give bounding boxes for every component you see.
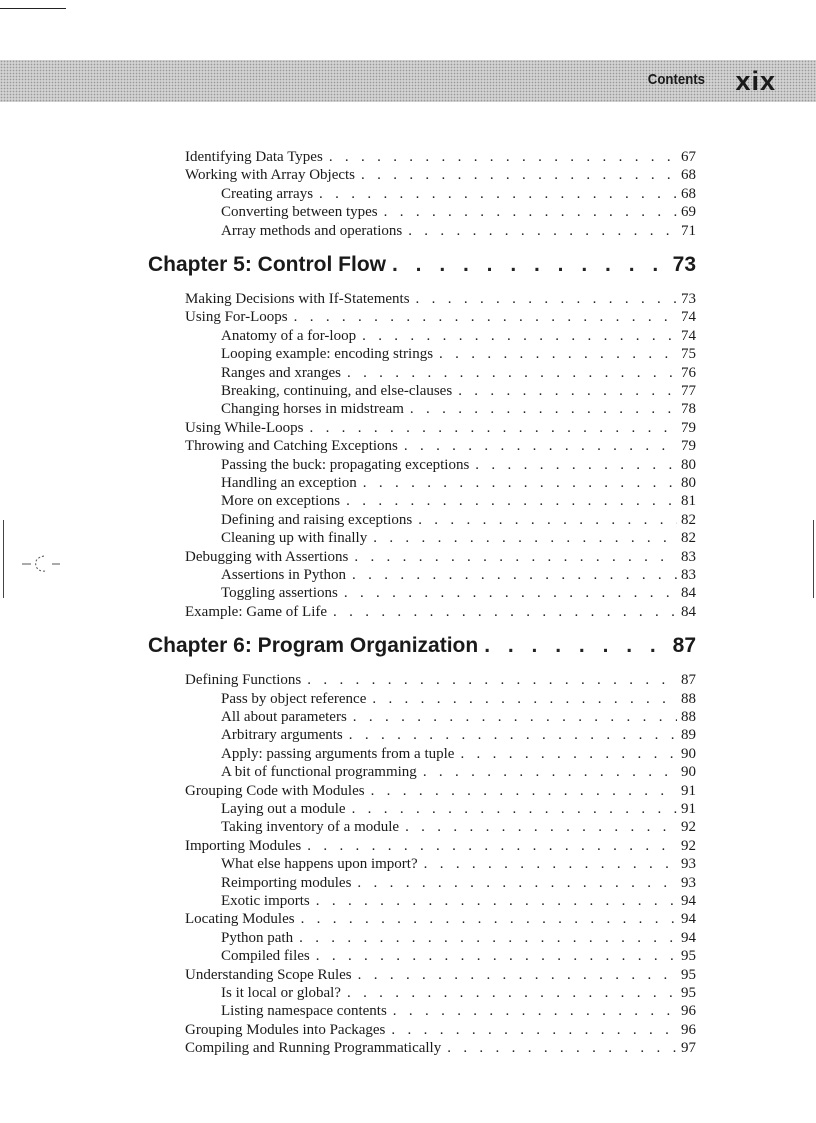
toc-entry-page: 73 <box>681 291 696 307</box>
toc-entry-title: Defining and raising exceptions <box>221 511 413 528</box>
dot-leader <box>344 584 677 603</box>
toc-entry-title: Importing Modules <box>185 837 302 854</box>
dot-leader <box>294 308 677 327</box>
toc-entry-page: 91 <box>681 801 696 817</box>
toc-entry <box>221 566 696 585</box>
dot-leader <box>361 166 677 185</box>
toc-entry-page: 81 <box>681 493 696 510</box>
toc-entry-title: Example: Game of Life <box>185 603 328 620</box>
dot-leader <box>384 203 677 222</box>
toc-entry-title: Changing horses in midstream <box>221 401 404 418</box>
toc-entry-title: All about parameters <box>221 709 347 725</box>
toc-entry-page: 75 <box>681 346 696 363</box>
dot-leader <box>371 782 677 801</box>
toc-entry-title: Laying out a module <box>221 801 346 817</box>
toc-entry-page: 88 <box>681 709 696 725</box>
toc-entry-page: 90 <box>681 745 696 762</box>
toc-entry-title: Using For-Loops <box>185 309 288 326</box>
dot-leader <box>352 800 677 819</box>
toc-entry-page: 83 <box>681 548 696 565</box>
toc-entry-title: Breaking, continuing, and else-clauses <box>221 383 453 399</box>
dot-leader <box>316 947 677 966</box>
toc-entry-page: 82 <box>681 511 696 528</box>
toc-entry-title: Grouping Modules into Packages <box>185 1021 386 1038</box>
toc-entry <box>221 947 696 966</box>
dot-leader <box>316 892 677 911</box>
dot-leader <box>447 1039 677 1058</box>
dot-leader <box>410 400 677 419</box>
toc-entry-page: 96 <box>681 1003 696 1020</box>
toc-entry-title: Debugging with Assertions <box>185 548 349 565</box>
toc-entry-page: 92 <box>681 819 696 836</box>
dot-leader <box>393 1002 677 1021</box>
toc-entry <box>185 1039 696 1058</box>
dot-leader <box>423 763 677 782</box>
toc-entry-page: 77 <box>681 383 696 399</box>
toc-entry-page: 96 <box>681 1021 696 1038</box>
toc-entry-title: Creating arrays <box>221 185 314 202</box>
toc-entry-title: Listing namespace contents <box>221 1003 387 1020</box>
toc-chapter-entry <box>148 632 696 660</box>
toc-entry <box>221 584 696 603</box>
dot-leader <box>299 929 677 948</box>
page-number: xix <box>735 66 776 96</box>
toc-entry <box>185 782 696 801</box>
dot-leader <box>418 511 677 530</box>
dot-leader <box>307 671 677 690</box>
dot-leader <box>329 148 677 167</box>
toc-entry-page: 74 <box>681 327 696 344</box>
dot-leader <box>363 474 677 493</box>
toc-entry-title: What else happens upon import? <box>221 856 418 873</box>
toc-entry-page: 88 <box>681 690 696 707</box>
dot-leader <box>424 855 677 874</box>
toc-entry <box>221 511 696 530</box>
toc-entry <box>221 818 696 837</box>
toc-entry <box>185 148 696 167</box>
toc-entry-title: Array methods and operations <box>221 222 403 239</box>
toc-entry-title: Anatomy of a for-loop <box>221 327 357 344</box>
toc-entry-page: 95 <box>681 948 696 965</box>
dot-leader <box>458 382 677 401</box>
toc-entry <box>221 874 696 893</box>
toc-entry <box>221 984 696 1003</box>
toc-entry <box>221 400 696 419</box>
toc-entry <box>221 745 696 764</box>
toc-entry-title: Cleaning up with finally <box>221 530 368 547</box>
toc-entry <box>221 929 696 948</box>
toc-entry <box>185 966 696 985</box>
toc-entry-title: Compiled files <box>221 948 310 965</box>
toc-entry-page: 84 <box>681 585 696 602</box>
toc-entry-title: More on exceptions <box>221 493 341 510</box>
toc-entry <box>221 800 696 819</box>
toc-entry-title: Exotic imports <box>221 893 310 909</box>
toc-entry-page: 79 <box>681 419 696 436</box>
toc-entry <box>221 222 696 241</box>
toc-entry-title: Grouping Code with Modules <box>185 782 365 799</box>
toc-entry-page: 93 <box>681 856 696 873</box>
toc-entry-title: Understanding Scope Rules <box>185 966 352 983</box>
toc-entry-title: Defining Functions <box>185 672 302 689</box>
toc-entry-page: 90 <box>681 764 696 781</box>
toc-entry <box>221 1002 696 1021</box>
toc-entry <box>185 290 696 309</box>
toc-entry <box>221 763 696 782</box>
toc-entry <box>185 437 696 456</box>
toc-entry <box>221 364 696 383</box>
toc-entry <box>221 345 696 364</box>
toc-entry-page: 68 <box>681 167 696 184</box>
toc-entry-page: 95 <box>681 985 696 1001</box>
dot-leader <box>373 529 677 548</box>
dot-leader <box>333 603 677 622</box>
toc-entry-page: 79 <box>681 438 696 455</box>
toc-entry-title: Passing the buck: propagating exceptions <box>221 456 470 473</box>
toc-entry <box>221 456 696 475</box>
toc-entry-title: Toggling assertions <box>221 585 338 602</box>
dot-leader <box>404 437 677 456</box>
toc-entry-title: Arbitrary arguments <box>221 727 343 744</box>
running-head-title: Contents <box>647 71 705 88</box>
dot-leader <box>408 222 677 241</box>
toc-entry <box>185 308 696 327</box>
toc-entry-page: 94 <box>681 893 696 909</box>
toc-entry-page: 67 <box>681 149 696 165</box>
toc-entry-page: 71 <box>681 222 696 239</box>
dot-leader <box>347 364 677 383</box>
toc-entry-page: 87 <box>672 634 696 658</box>
toc-entry-title: Chapter 6: Program Organization <box>148 634 479 658</box>
dot-leader <box>405 818 677 837</box>
dot-leader <box>347 984 677 1003</box>
toc-entry <box>221 708 696 727</box>
toc-entry <box>185 419 696 438</box>
dot-leader <box>346 492 677 511</box>
toc-entry-title: Compiling and Running Programmatically <box>185 1040 442 1057</box>
toc-entry-title: Pass by object reference <box>221 690 367 707</box>
toc-entry-title: Reimporting modules <box>221 874 352 891</box>
dot-leader <box>362 327 677 346</box>
toc-entry-page: 87 <box>681 672 696 689</box>
toc-entry-page: 82 <box>681 530 696 547</box>
dot-leader <box>391 1021 677 1040</box>
dot-leader <box>484 632 668 660</box>
dot-leader <box>460 745 677 764</box>
toc-entry-page: 93 <box>681 874 696 891</box>
toc-entry <box>185 910 696 929</box>
toc-entry <box>221 203 696 222</box>
toc-entry-page: 94 <box>681 929 696 946</box>
toc-entry <box>221 892 696 911</box>
toc-entry-title: A bit of functional programming <box>221 764 417 781</box>
toc-entry <box>221 327 696 346</box>
dot-leader <box>358 966 677 985</box>
toc-entry-title: Throwing and Catching Exceptions <box>185 438 398 455</box>
dot-leader <box>309 419 677 438</box>
toc-entry-page: 92 <box>681 837 696 854</box>
toc-entry <box>185 671 696 690</box>
toc-entry-page: 89 <box>681 727 696 744</box>
toc-entry <box>185 548 696 567</box>
toc-entry-page: 80 <box>681 475 696 491</box>
toc-entry-page: 84 <box>681 603 696 620</box>
toc-entry-page: 68 <box>681 185 696 202</box>
dot-leader <box>352 566 677 585</box>
toc-entry-page: 76 <box>681 364 696 381</box>
toc-entry-title: Identifying Data Types <box>185 149 323 165</box>
toc-entry-title: Locating Modules <box>185 911 295 928</box>
toc-entry <box>185 603 696 622</box>
dot-leader <box>416 290 677 309</box>
toc-entry <box>221 690 696 709</box>
dot-leader <box>307 837 677 856</box>
toc-entry-title: Using While-Loops <box>185 419 304 436</box>
toc-entry-title: Working with Array Objects <box>185 167 356 184</box>
toc-entry <box>185 1021 696 1040</box>
dot-leader <box>357 874 677 893</box>
dot-leader <box>475 456 677 475</box>
toc-entry-title: Assertions in Python <box>221 567 347 583</box>
toc-entry-title: Converting between types <box>221 204 378 221</box>
toc-entry-title: Chapter 5: Control Flow <box>148 253 386 276</box>
toc-entry-page: 83 <box>681 567 696 583</box>
toc-entry-page: 91 <box>681 782 696 799</box>
toc-entry-title: Taking inventory of a module <box>221 819 400 836</box>
toc-entry <box>221 382 696 401</box>
toc-entry-page: 95 <box>681 966 696 983</box>
toc-entry-page: 74 <box>681 309 696 326</box>
toc-entry-title: Ranges and xranges <box>221 364 341 381</box>
dot-leader <box>439 345 677 364</box>
dot-leader <box>372 690 677 709</box>
dot-leader <box>354 548 677 567</box>
toc-entry <box>221 726 696 745</box>
toc-entry-page: 97 <box>681 1040 696 1057</box>
toc-entry <box>185 837 696 856</box>
toc-entry-title: Making Decisions with If-Statements <box>185 291 410 307</box>
toc-entry <box>221 492 696 511</box>
toc-entry-page: 94 <box>681 911 696 928</box>
toc-entry <box>221 855 696 874</box>
toc-entry-title: Handling an exception <box>221 475 357 491</box>
toc-entry-title: Apply: passing arguments from a tuple <box>221 745 455 762</box>
toc-entry <box>221 529 696 548</box>
toc-entry <box>185 166 696 185</box>
dot-leader <box>353 708 677 727</box>
toc-chapter-entry <box>148 251 696 279</box>
toc-entry-page: 80 <box>681 456 696 473</box>
toc-entry-title: Python path <box>221 929 294 946</box>
toc-entry-page: 78 <box>681 401 696 418</box>
toc-entry-page: 73 <box>672 253 696 276</box>
toc-entry <box>221 474 696 493</box>
dot-leader <box>392 251 669 279</box>
toc-entry-title: Is it local or global? <box>221 985 341 1001</box>
dot-leader <box>349 726 677 745</box>
toc-entry-page: 69 <box>681 204 696 221</box>
toc-entry-title: Looping example: encoding strings <box>221 346 434 363</box>
dot-leader <box>319 185 677 204</box>
dot-leader <box>301 910 677 929</box>
toc-entry <box>221 185 696 204</box>
